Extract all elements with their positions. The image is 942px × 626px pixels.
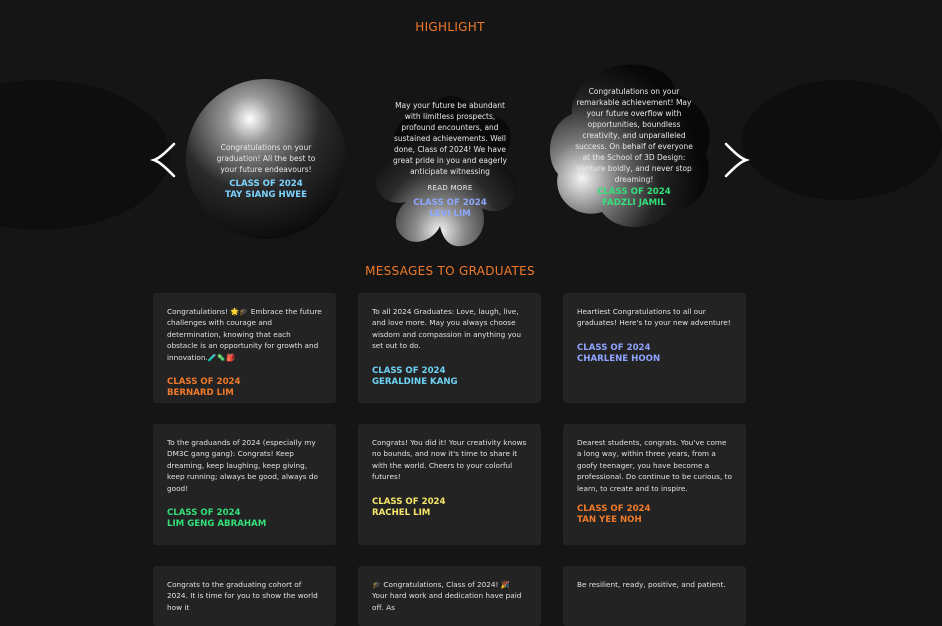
highlight-card[interactable] <box>548 62 720 232</box>
message-text: Dearest students, congrats. You've come a long way, within three years, from a goofy teenager, you have become a professional. Do continue to be curious, to learn, to create and to inspire. <box>577 438 732 493</box>
carousel-edge-left-decoration <box>0 80 170 230</box>
message-class: CLASS OF 2024 <box>577 342 651 353</box>
carousel-edge-right-decoration <box>742 80 942 200</box>
highlight-card-message: Congratulations on your remarkable achievement! May your future overflow with opportunities, boundless creativity, and unparalleled success. On behalf of everyone at the School of 3D Design: Venture boldly, and never stop dreaming! <box>575 87 693 184</box>
message-card <box>153 424 336 545</box>
messages-section-title: MESSAGES TO GRADUATES <box>365 264 535 278</box>
message-card <box>358 424 541 545</box>
message-class: CLASS OF 2024 <box>372 365 446 376</box>
message-text: Congratulations! 🌟🎓 Embrace the future challenges with courage and determination, knowing that each obstacle is an opportunity for growth and innovation.🧪🦠🎒 <box>167 307 322 362</box>
message-text: Heartiest Congratulations to all our graduates! Here's to your new adventure! <box>577 307 731 328</box>
carousel-prev-button[interactable] <box>150 140 180 180</box>
message-card <box>153 566 336 626</box>
highlight-card[interactable] <box>185 78 347 240</box>
message-card <box>153 293 336 403</box>
message-text: To the graduands of 2024 (especially my DM3C gang gang): Congrats! Keep dreaming, keep laughing, keep giving, keep running; always be good, always do good! <box>167 438 318 493</box>
carousel-next-button[interactable] <box>720 140 750 180</box>
message-card <box>563 566 746 626</box>
highlight-card-name: FADZLI JAMIL <box>602 198 666 208</box>
read-more-link[interactable]: READ MORE <box>427 184 473 192</box>
highlight-card-message: Congratulations on your graduation! All the best to your future endeavours! <box>216 143 316 174</box>
chevron-right-icon <box>720 140 750 180</box>
highlight-card-name: LEVI LIM <box>429 209 471 219</box>
message-class: CLASS OF 2024 <box>372 496 446 507</box>
message-card <box>358 566 541 626</box>
highlight-card-message: May your future be abundant with limitless prospects, profound encounters, and sustained achievements. Well done, Class of 2024! We have great pride in you and eagerly anticipate witnessing <box>393 101 507 176</box>
message-card <box>563 293 746 403</box>
message-card <box>358 293 541 403</box>
message-text: Be resilient, ready, positive, and patient. <box>577 580 726 589</box>
message-text: Congrats to the graduating cohort of 2024. It is time for you to show the world how it <box>167 580 318 612</box>
highlight-card-name: TAY SIANG HWEE <box>225 190 307 200</box>
message-author: BERNARD LIM <box>167 388 234 399</box>
highlight-section-title: HIGHLIGHT <box>415 20 485 34</box>
message-author: TAN YEE NOH <box>577 515 642 526</box>
message-text: 🎓 Congratulations, Class of 2024! 🎉 Your hard work and dedication have paid off. As <box>372 580 522 612</box>
message-class: CLASS OF 2024 <box>167 508 241 519</box>
message-card <box>563 424 746 545</box>
message-class: CLASS OF 2024 <box>577 504 651 515</box>
highlight-carousel <box>0 50 900 250</box>
message-author: GERALDINE KANG <box>372 376 458 387</box>
highlight-card-class: CLASS OF 2024 <box>413 198 487 208</box>
message-text: To all 2024 Graduates: Love, laugh, live, and love more. May you always choose wisdom and compassion in anything you set out to do. <box>372 307 521 351</box>
message-class: CLASS OF 2024 <box>167 377 241 388</box>
message-author: LIM GENG ABRAHAM <box>167 519 267 530</box>
message-text: Congrats! You did it! Your creativity knows no bounds, and now it's time to share it with the world. Cheers to your colorful futures! <box>372 438 527 482</box>
highlight-card[interactable] <box>366 88 534 256</box>
message-author: CHARLENE HOON <box>577 353 661 364</box>
message-author: RACHEL LIM <box>372 507 431 518</box>
highlight-card-class: CLASS OF 2024 <box>597 187 671 197</box>
highlight-card-class: CLASS OF 2024 <box>229 179 303 189</box>
chevron-left-icon <box>150 140 180 180</box>
